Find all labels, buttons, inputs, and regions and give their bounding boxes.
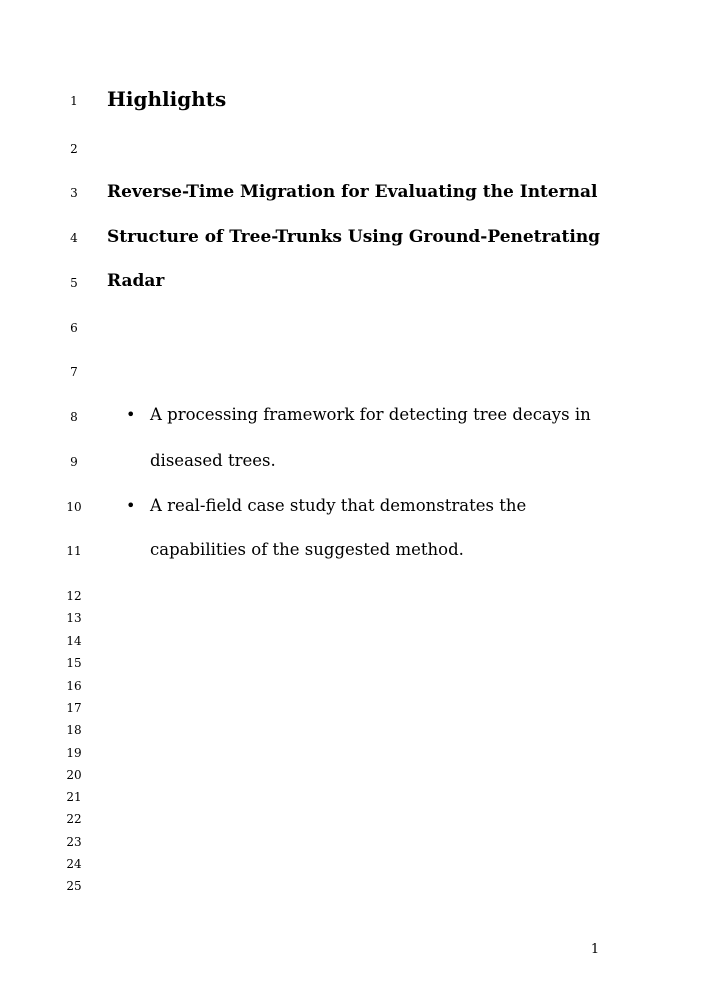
line-number: 2 — [70, 142, 78, 156]
line-number: 1 — [70, 94, 78, 108]
line-number: 14 — [66, 634, 82, 648]
line-number: 5 — [70, 276, 78, 290]
page-number: 1 — [590, 942, 600, 957]
paper-title-line: Reverse-Time Migration for Evaluating the Internal — [107, 182, 598, 202]
line-number: 3 — [70, 186, 78, 200]
line-number: 18 — [66, 723, 82, 737]
line-number: 24 — [66, 857, 82, 871]
line-number: 4 — [70, 231, 78, 245]
line-number: 19 — [66, 746, 82, 760]
paper-title-line: Structure of Tree-Trunks Using Ground-Penetrating — [107, 227, 601, 247]
line-number: 16 — [66, 679, 82, 693]
line-number: 11 — [66, 544, 82, 558]
line-number: 23 — [66, 835, 82, 849]
line-number: 20 — [66, 768, 82, 782]
bullet-text-line: capabilities of the suggested method. — [150, 540, 464, 559]
bullet-text-line: A processing framework for detecting tree decays in — [150, 405, 591, 424]
line-number: 15 — [66, 656, 82, 670]
line-number: 6 — [70, 321, 78, 335]
line-number: 9 — [70, 455, 78, 469]
highlights-title: Highlights — [107, 87, 227, 111]
line-number: 10 — [66, 500, 82, 514]
bullet-text-line: diseased trees. — [150, 451, 276, 470]
line-number: 8 — [70, 410, 78, 424]
bullet-marker: • — [126, 405, 136, 424]
line-number: 12 — [66, 589, 82, 603]
line-number: 17 — [66, 701, 82, 715]
bullet-marker: • — [126, 496, 136, 515]
bullet-text-line: A real-field case study that demonstrates the — [150, 496, 527, 515]
line-number: 25 — [66, 879, 82, 893]
line-number: 13 — [66, 611, 82, 625]
paper-title-line: Radar — [107, 271, 165, 291]
line-number: 21 — [66, 790, 82, 804]
line-number: 22 — [66, 812, 82, 826]
line-number: 7 — [70, 365, 78, 379]
